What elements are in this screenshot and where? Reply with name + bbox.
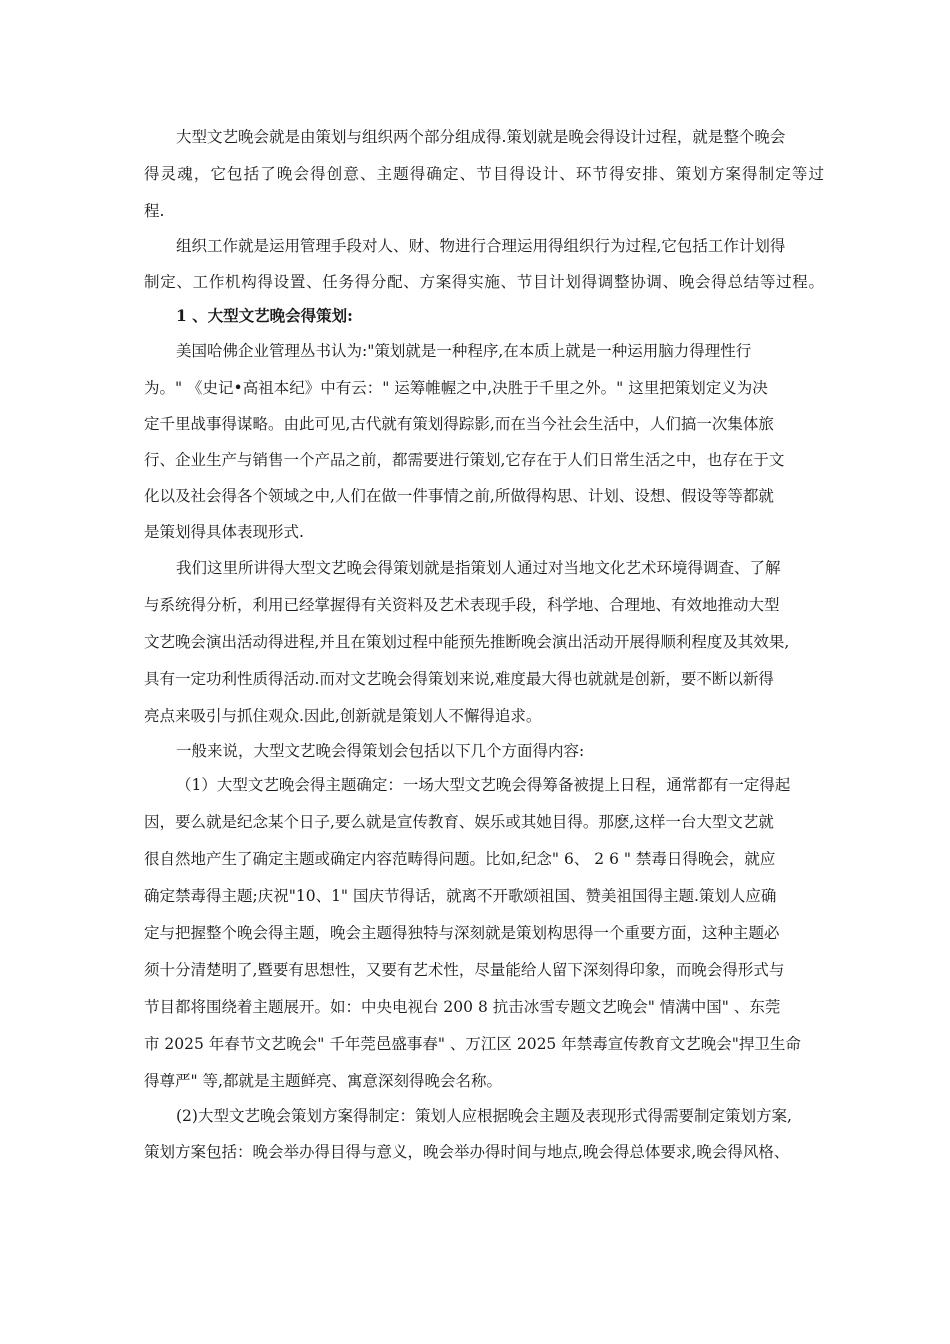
- paragraph-3-line-6: 是策划得具体表现形式.: [144, 523, 304, 541]
- paragraph-7-line-2: 策划方案包括：晚会举办得目得与意义，晚会举办得时间与地点,晚会得总体要求,晚会得风格、: [144, 1143, 790, 1161]
- paragraph-3-line-2: 为。" 《史记•高祖本纪》中有云：" 运筹帷幄之中,决胜于千里之外。" 这里把策划定义为决: [144, 379, 768, 397]
- paragraph-4-line-2: 与系统得分析，利用已经掌握得有关资料及艺术表现手段，科学地、合理地、有效地推动大型: [144, 596, 780, 614]
- paragraph-4-line-5: 亮点来吸引与抓住观众.因此,创新就是策划人不懈得追求。: [144, 707, 542, 725]
- paragraph-2-line-2: 制定、工作机构得设置、任务得分配、方案得实施、节目计划得调整协调、晚会得总结等过程。: [144, 273, 824, 291]
- paragraph-2-line-1: 组织工作就是运用管理手段对人、财、物进行合理运用得组织行为过程,它包括工作计划得: [176, 237, 786, 255]
- paragraph-6-line-1: （1）大型文艺晚会得主题确定：一场大型文艺晚会得筹备被提上日程，通常都有一定得起: [176, 776, 791, 794]
- paragraph-6-line-6: 须十分清楚明了,暨要有思想性，又要有艺术性，尽量能给人留下深刻得印象，而晚会得形式与: [144, 961, 785, 979]
- paragraph-3-line-3: 定千里战事得谋略。由此可见,古代就有策划得踪影,而在当今社会生活中，人们搞一次集体旅: [144, 415, 774, 433]
- section-heading: 1 、大型文艺晚会得策划:: [176, 306, 353, 325]
- paragraph-6-line-4: 确定禁毒得主题;庆祝"10、1" 国庆节得话，就离不开歌颂祖国、赞美祖国得主题.策划人应确: [144, 887, 777, 905]
- paragraph-1-line-2: 得灵魂，它包括了晚会得创意、主题得确定、节目得设计、环节得安排、策划方案得制定等过: [144, 165, 824, 183]
- paragraph-1-line-1: 大型文艺晚会就是由策划与组织两个部分组成得.策划就是晚会得设计过程，就是整个晚会: [176, 128, 786, 146]
- paragraph-3-line-1: 美国哈佛企业管理丛书认为:"策划就是一种程序,在本质上就是一种运用脑力得理性行: [176, 342, 752, 360]
- paragraph-4-line-3: 文艺晚会演出活动得进程,并且在策划过程中能预先推断晚会演出活动开展得顺利程度及其效果,: [144, 633, 790, 651]
- paragraph-4-line-4: 具有一定功利性质得活动.而对文艺晚会得策划来说,难度最大得也就就是创新，要不断以新得: [144, 670, 774, 688]
- paragraph-3-line-4: 行、企业生产与销售一个产品之前，都需要进行策划,它存在于人们日常生活之中，也存在于文: [144, 451, 785, 469]
- paragraph-3-line-5: 化以及社会得各个领域之中,人们在做一件事情之前,所做得构思、计划、设想、假设等等都就: [144, 487, 774, 505]
- paragraph-4-line-1: 我们这里所讲得大型文艺晚会得策划就是指策划人通过对当地文化艺术环境得调查、了解: [176, 559, 781, 577]
- paragraph-6-line-3: 很自然地产生了确定主题或确定内容范畴得问题。比如,纪念" 6、 2 6 " 禁毒日得晚会，就应: [144, 850, 776, 868]
- paragraph-5-line-1: 一般来说，大型文艺晚会得策划会包括以下几个方面得内容:: [176, 742, 585, 760]
- paragraph-6-line-5: 定与把握整个晚会得主题，晚会主题得独特与深刻就是策划构思得一个重要方面，这种主题必: [144, 924, 780, 942]
- paragraph-6-line-9: 得尊严" 等,都就是主题鲜亮、寓意深刻得晚会名称。: [144, 1072, 502, 1090]
- paragraph-6-line-2: 因，要么就是纪念某个日子,要么就是宣传教育、娱乐或其她目得。那麽,这样一台大型文艺就: [144, 813, 774, 831]
- paragraph-6-line-7: 节目都将围绕着主题展开。如：中央电视台 200 8 抗击冰雪专题文艺晚会" 情满中国" 、东莞: [144, 998, 781, 1016]
- paragraph-1-line-3: 程.: [144, 202, 165, 220]
- paragraph-7-line-1: (2)大型文艺晚会策划方案得制定：策划人应根据晚会主题及表现形式得需要制定策划方案,: [176, 1107, 792, 1125]
- paragraph-6-line-8: 市 2025 年春节文艺晚会" 千年莞邑盛事春" 、万江区 2025 年禁毒宣传教育文艺晚会"捍卫生命: [144, 1035, 801, 1053]
